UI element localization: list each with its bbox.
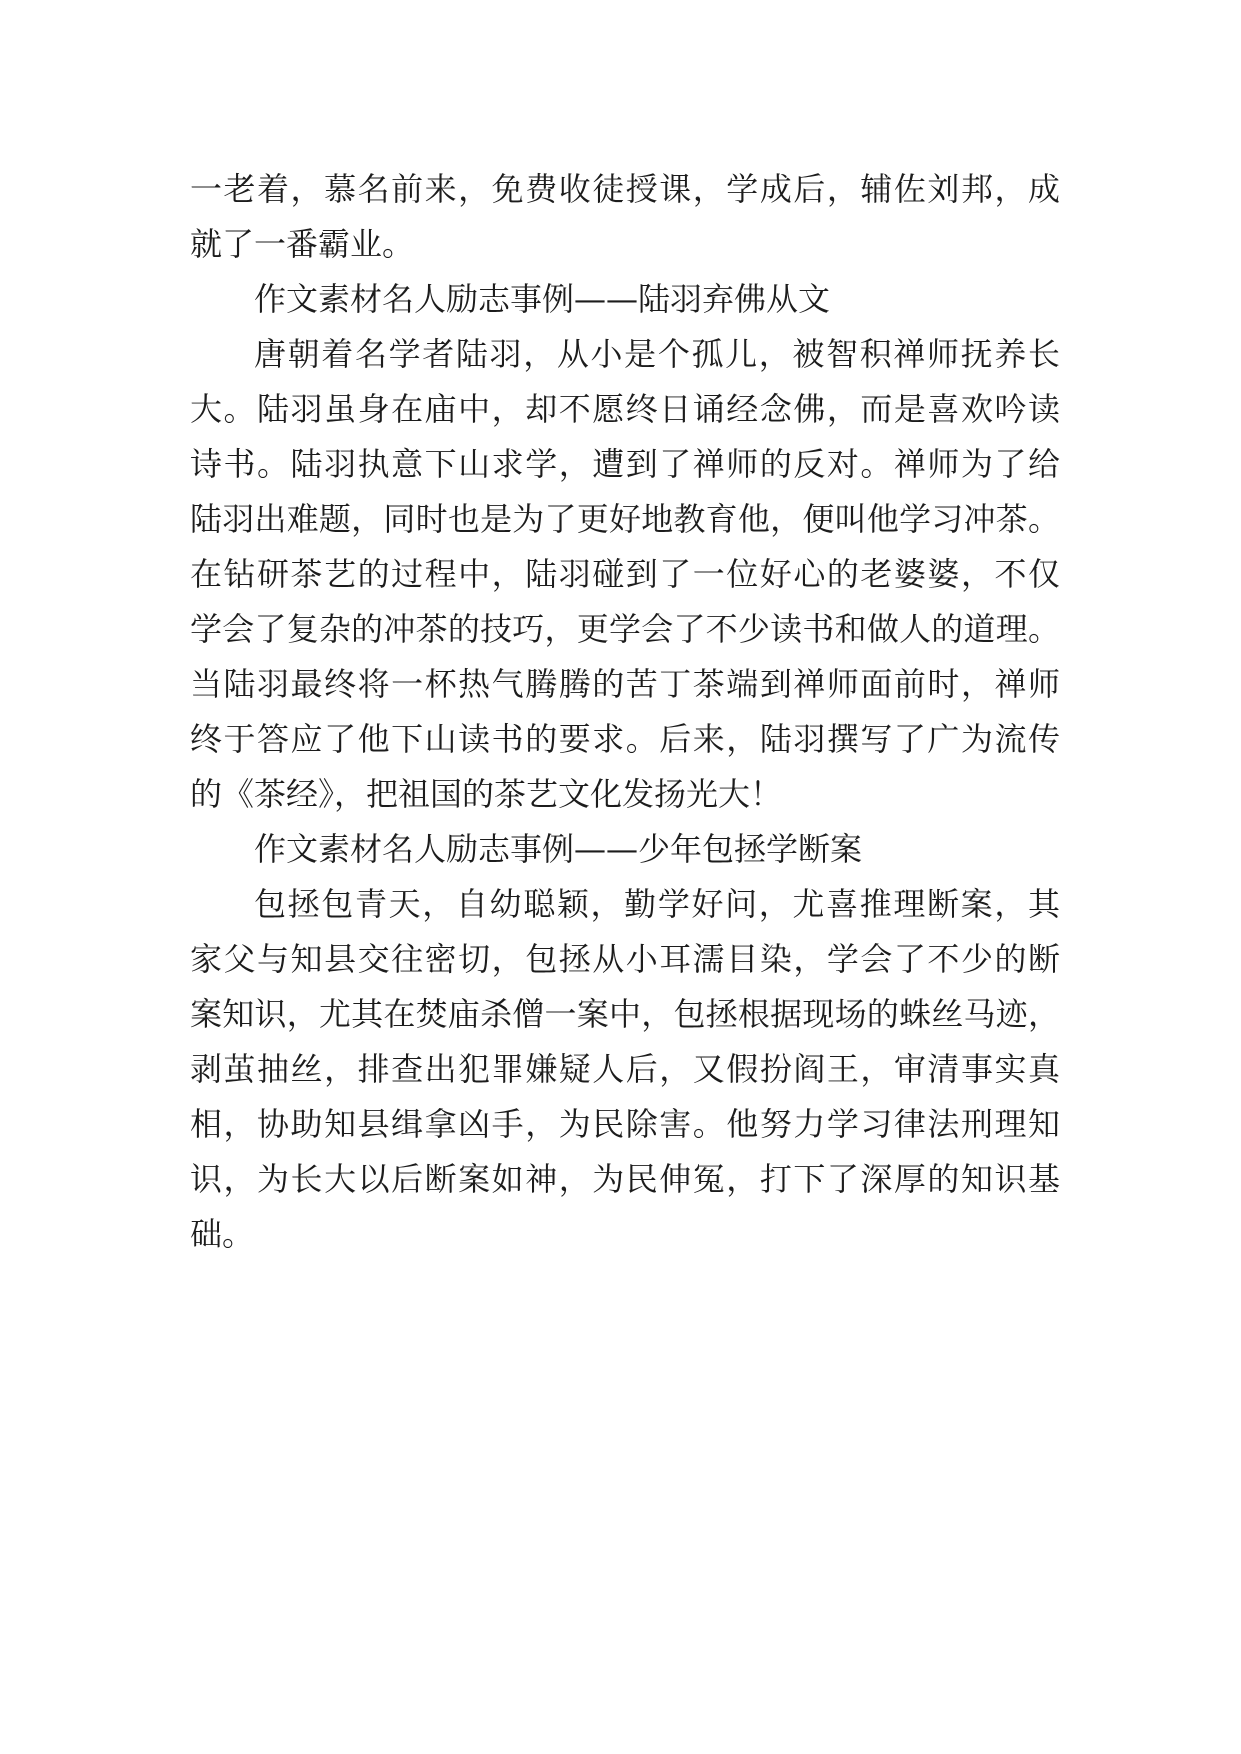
paragraph-line: 案知识，尤其在焚庙杀僧一案中，包拯根据现场的蛛丝马迹， — [190, 995, 1060, 1033]
paragraph-line: 的《茶经》，把祖国的茶艺文化发扬光大！ — [190, 775, 783, 813]
paragraph-line: 唐朝着名学者陆羽，从小是个孤儿，被智积禅师抚养长 — [254, 335, 1060, 373]
paragraph-line: 在钻研茶艺的过程中，陆羽碰到了一位好心的老婆婆，不仅 — [190, 555, 1060, 593]
section-heading: 作文素材名人励志事例——少年包拯学断案 — [254, 830, 863, 868]
paragraph-line: 识，为长大以后断案如神，为民伸冤，打下了深厚的知识基 — [190, 1160, 1060, 1198]
paragraph-line: 学会了复杂的冲茶的技巧，更学会了不少读书和做人的道理。 — [190, 610, 1060, 648]
paragraph-line: 础。 — [190, 1215, 255, 1253]
paragraph-line: 包拯包青天，自幼聪颖，勤学好问，尤喜推理断案，其 — [254, 885, 1060, 923]
paragraph-line: 诗书。陆羽执意下山求学，遭到了禅师的反对。禅师为了给 — [190, 445, 1060, 483]
paragraph-line: 剥茧抽丝，排查出犯罪嫌疑人后，又假扮阎王，审清事实真 — [190, 1050, 1060, 1088]
paragraph-line: 大。陆羽虽身在庙中，却不愿终日诵经念佛，而是喜欢吟读 — [190, 390, 1060, 428]
paragraph-line: 终于答应了他下山读书的要求。后来，陆羽撰写了广为流传 — [190, 720, 1060, 758]
section-heading: 作文素材名人励志事例——陆羽弃佛从文 — [254, 280, 831, 318]
paragraph-line: 当陆羽最终将一杯热气腾腾的苦丁茶端到禅师面前时，禅师 — [190, 665, 1060, 703]
paragraph-line: 相，协助知县缉拿凶手，为民除害。他努力学习律法刑理知 — [190, 1105, 1060, 1143]
paragraph-line: 一老着，慕名前来，免费收徒授课，学成后，辅佐刘邦，成 — [190, 170, 1060, 208]
paragraph-line: 陆羽出难题，同时也是为了更好地教育他，便叫他学习冲茶。 — [190, 500, 1060, 538]
paragraph-line: 家父与知县交往密切，包拯从小耳濡目染，学会了不少的断 — [190, 940, 1060, 978]
paragraph-line: 就了一番霸业。 — [190, 225, 415, 263]
